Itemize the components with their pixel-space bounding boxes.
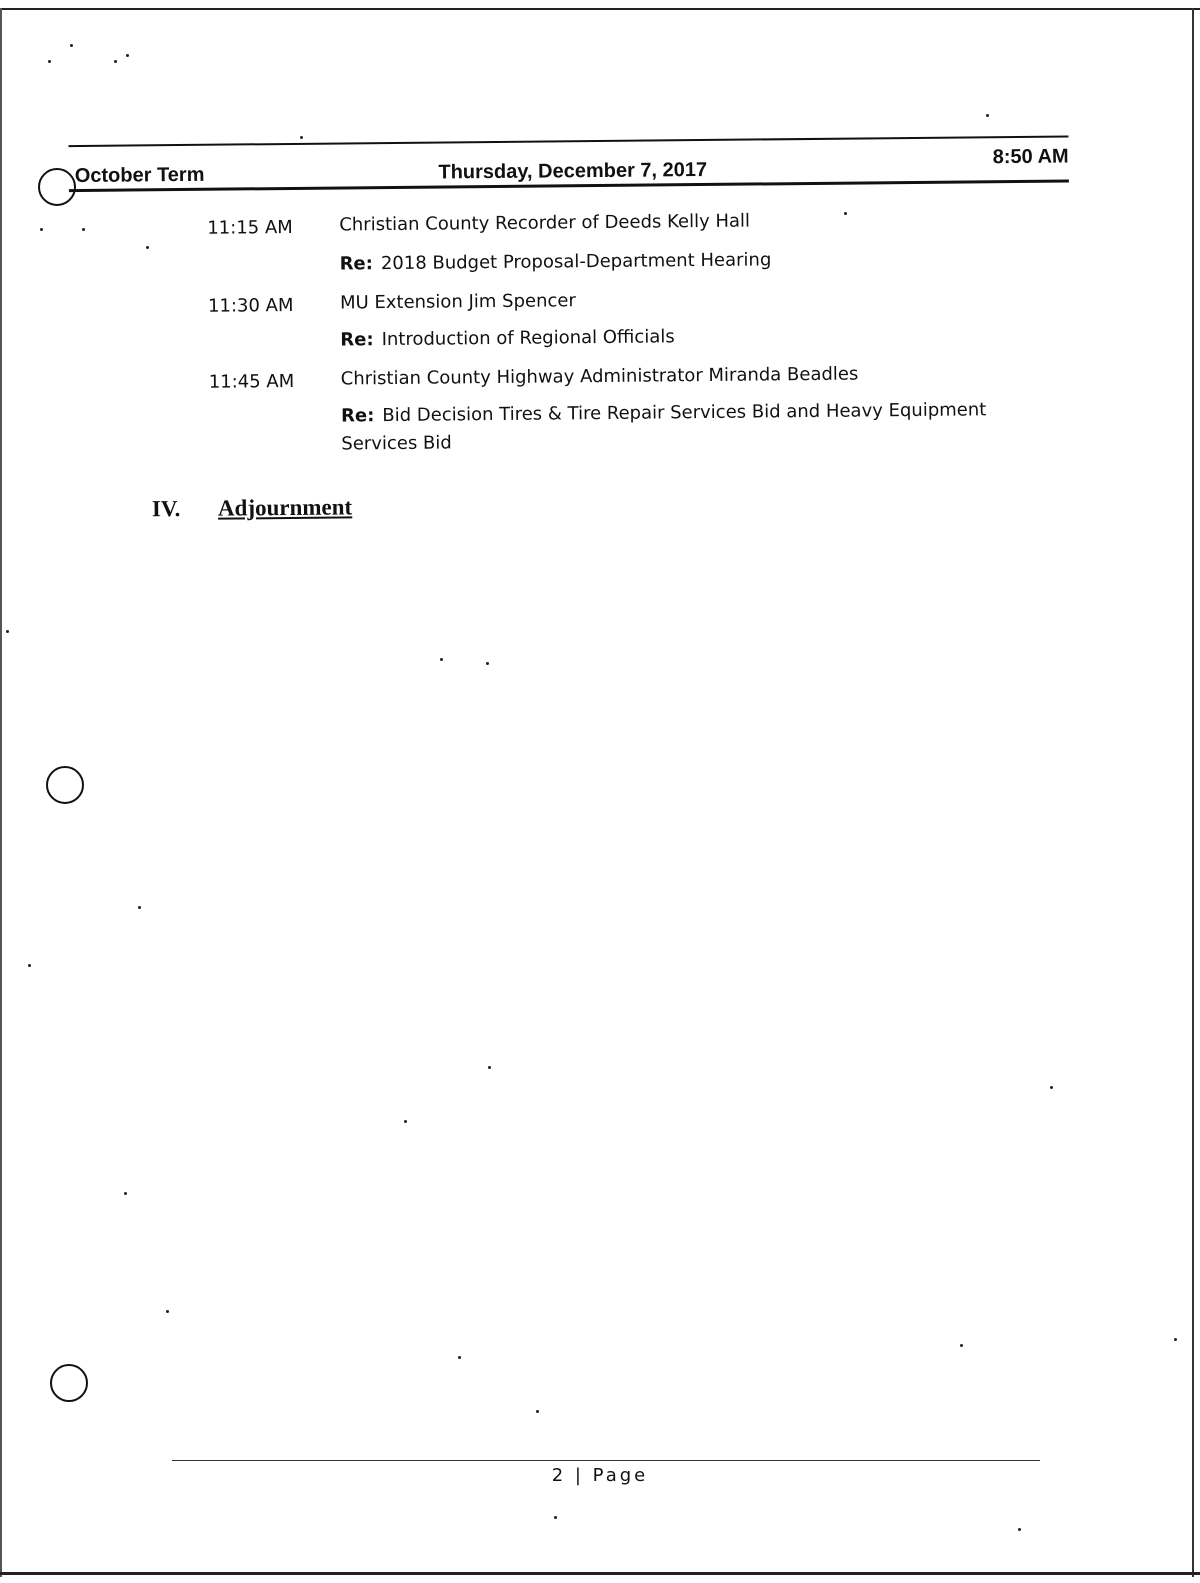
scan-speck: [1174, 1338, 1177, 1341]
agenda-item-re: [340, 320, 990, 354]
term-label: October Term: [74, 163, 205, 188]
scan-speck: [440, 658, 443, 661]
scan-speck: [82, 228, 85, 231]
re-text: 2018 Budget Proposal-Department Hearing: [380, 249, 772, 275]
agenda-item: [0, 208, 1199, 275]
scan-speck: [844, 212, 847, 215]
scan-speck: [554, 1516, 557, 1519]
agenda-item-title: Christian County Highway Administrator Miranda Beadles: [340, 363, 859, 390]
scan-speck: [986, 114, 989, 117]
page-number: 2 | Page: [551, 1465, 649, 1486]
scan-speck: [458, 1356, 461, 1359]
scan-speck: [146, 246, 149, 249]
scan-speck: [114, 60, 117, 63]
meeting-time: 8:50 AM: [992, 145, 1069, 169]
scan-speck: [6, 630, 9, 633]
agenda-item-time: 11:45 AM: [208, 370, 295, 393]
scan-speck: [300, 136, 303, 139]
scan-speck: [1018, 1528, 1021, 1531]
scan-speck: [124, 1192, 127, 1195]
agenda-item-re: [340, 244, 990, 278]
scan-speck: [48, 60, 51, 63]
agenda-item-time: 11:15 AM: [207, 216, 293, 239]
section-title: Adjournment: [217, 494, 353, 521]
re-label: Re:: [341, 405, 375, 427]
agenda-item: [1, 362, 1200, 455]
scan-speck: [166, 1310, 169, 1313]
meeting-date: Thursday, December 7, 2017: [438, 158, 708, 184]
section-number: IV.: [151, 496, 181, 522]
scan-speck: [70, 44, 73, 47]
scan-speck: [486, 662, 489, 665]
scan-speck: [404, 1120, 407, 1123]
scan-speck: [40, 228, 43, 231]
re-text: Bid Decision Tires & Tire Repair Services Bid and Heavy Equipment Services Bid: [341, 399, 987, 455]
section-heading: [152, 494, 352, 522]
agenda-item-title: Christian County Recorder of Deeds Kelly Hall: [339, 210, 751, 236]
re-text: Introduction of Regional Officials: [381, 326, 675, 351]
agenda-item: [0, 286, 1200, 351]
footer-rule: [172, 1460, 1040, 1461]
re-label: Re:: [340, 329, 374, 351]
scan-speck: [126, 54, 129, 57]
header-rule-top: [68, 135, 1068, 147]
re-label: Re:: [339, 253, 374, 275]
scan-speck: [536, 1410, 539, 1413]
scan-speck: [138, 906, 141, 909]
agenda-item-time: 11:30 AM: [207, 294, 294, 317]
scan-speck: [1050, 1086, 1053, 1089]
scan-speck: [960, 1344, 963, 1347]
scan-speck: [28, 964, 31, 967]
scan-speck: [488, 1066, 491, 1069]
agenda-item-re: [341, 396, 992, 458]
agenda-item-title: MU Extension Jim Spencer: [339, 290, 576, 314]
